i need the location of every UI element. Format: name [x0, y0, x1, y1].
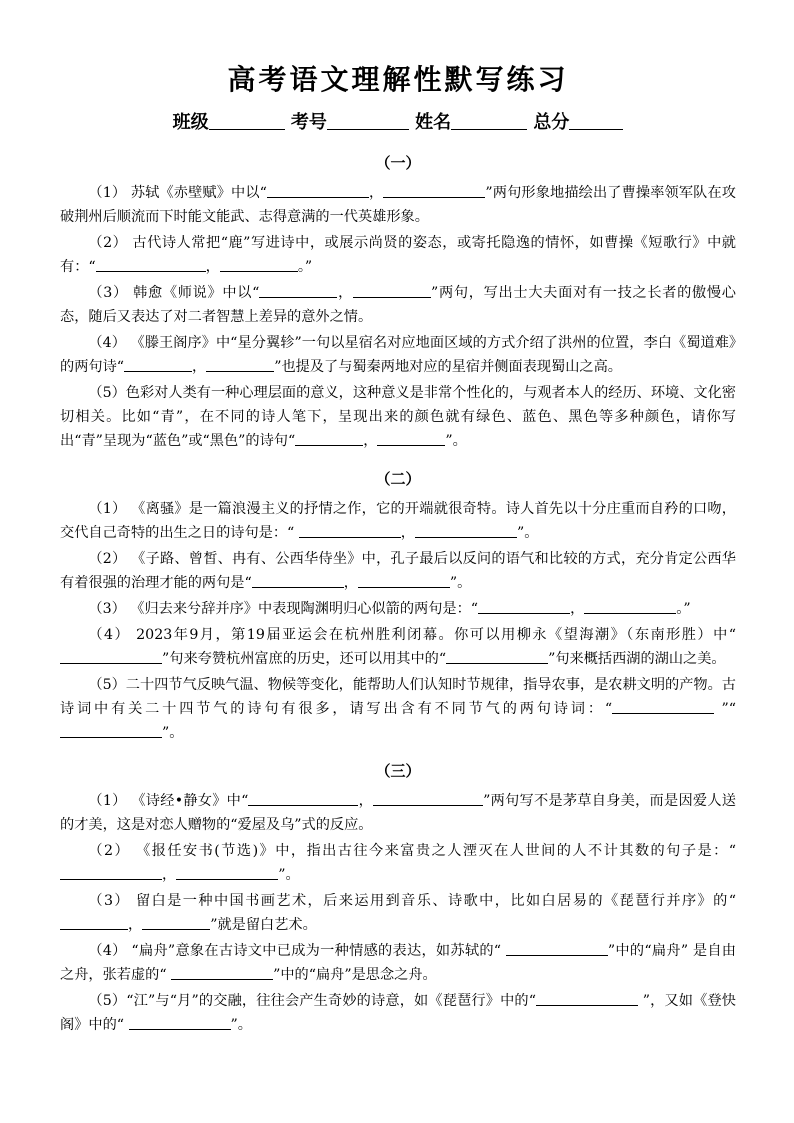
question-text: ， — [358, 793, 374, 809]
answer-blank — [584, 599, 676, 614]
section-heading-2: （二） — [375, 470, 421, 488]
answer-blank — [446, 649, 548, 664]
question-item — [60, 789, 736, 837]
worksheet-page — [60, 62, 736, 1039]
answer-blank — [377, 431, 445, 446]
answer-blank — [299, 523, 401, 538]
question-item — [60, 381, 736, 453]
question-text: ”。 — [162, 725, 184, 741]
question-text: ”中的“扁舟”是思念之舟。 — [273, 967, 437, 983]
question-item — [60, 623, 736, 671]
name-blank — [451, 111, 527, 130]
question-text: ， — [162, 867, 177, 883]
answer-blank — [353, 283, 431, 298]
question-text: ”两句写不是茅草自身美，而是因爱人送的才美，这是对恋人赠物的“爱屋及乌”式的反应。 — [60, 793, 736, 833]
student-info-line — [60, 110, 736, 136]
answer-blank — [129, 1015, 231, 1030]
answer-blank — [506, 941, 608, 956]
question-item — [60, 839, 736, 887]
question-text: ”中的“扁舟” 是自由之舟，张若虚的“ — [60, 943, 736, 983]
question-item — [60, 939, 736, 987]
answer-blank — [612, 699, 714, 714]
class-blank — [209, 111, 285, 130]
question-text: ”。 — [516, 525, 539, 541]
question-text: ， — [363, 433, 378, 449]
question-text: （1） 《诗经•静女》中“ — [88, 793, 249, 809]
section-heading-3: （三） — [375, 762, 421, 780]
question-text: ， — [192, 359, 207, 375]
question-text: ， — [400, 525, 415, 541]
question-text: ”两句，写出士大夫面对有一技之长者的傲慢心态，随后又表达了对二者智慧上差异的意外之情。 — [60, 285, 736, 325]
question-text: ”。 — [445, 433, 467, 449]
question-text: （2） 《子路、曾皙、冉有、公西华侍坐》中，孔子最后以反问的语气和比较的方式，充分肯定公西华有着很强的治理才能的两句是“ — [60, 551, 736, 591]
question-text: （4） 《滕王阁序》中“星分翼轸”一句以星宿名对应地面区域的方式介绍了洪州的位置，李白《蜀道难》的两句诗“ — [60, 335, 736, 375]
answer-blank — [248, 791, 358, 806]
question-text: ， — [570, 601, 585, 617]
question-item — [60, 497, 736, 545]
question-text: ”两句形象地描绘出了曹操率领军队在攻破荆州后顺流而下时能文能武、志得意满的一代英雄形象。 — [60, 185, 736, 225]
question-text: （5）“江”与“月”的交融，往往会产生奇妙的诗意，如《琵琶行》中的“ — [88, 993, 537, 1009]
question-text: （5）色彩对人类有一种心理层面的意义，这种意义是非常个性化的，与观者本人的经历、环境、文化密切相关。比如“青”，在不同的诗人笔下，呈现出来的颜色就有绿色、蓝色、黑色等多种颜色，请你写出“青”呈现为“蓝色”或“黑色”的诗句“ — [60, 385, 736, 449]
exam-number-label: 考号 — [290, 112, 327, 133]
question-item — [60, 889, 736, 937]
question-text: （5）二十四节气反映气温、物候等变化，能帮助人们认知时节规律，指导农事，是农耕文明的产物。古诗词中有关二十四节气的诗句有很多，请写出含有不同节气的两句诗词：“ — [60, 677, 736, 717]
question-text: ”句来夸赞杭州富庶的历史，还可以用其中的“ — [162, 651, 447, 667]
question-text: （3） 留白是一种中国书画艺术，后来运用到音乐、诗歌中，比如白居易的《琵琶行并序》的“ — [88, 893, 736, 909]
question-text: ， — [128, 917, 143, 933]
question-text: （1） 苏轼《赤壁赋》中以“ — [88, 185, 267, 201]
page-title: 高考语文理解性默写练习 — [227, 63, 569, 96]
question-text: ”，又如《登快阁》中的“ — [60, 993, 736, 1033]
answer-blank — [267, 183, 369, 198]
answer-blank — [220, 257, 298, 272]
question-text: （3） 韩愈《师说》中以“ — [88, 285, 260, 301]
question-item — [60, 597, 736, 621]
question-item — [60, 673, 736, 745]
answer-blank — [60, 723, 162, 738]
question-item — [60, 989, 736, 1037]
question-text: 。” — [297, 259, 313, 275]
question-text: ”。 — [230, 1017, 252, 1033]
question-text: ， — [337, 285, 354, 301]
section-heading-1: （一） — [375, 154, 421, 172]
question-text: （3） 《归去来兮辞并序》中表现陶渊明归心似箭的两句是：“ — [88, 601, 479, 617]
answer-blank — [60, 649, 162, 664]
question-text: ， — [368, 185, 384, 201]
answer-blank — [60, 865, 162, 880]
question-text: ”。 — [449, 575, 472, 591]
question-item — [60, 281, 736, 329]
question-text: ， — [343, 575, 358, 591]
question-item — [60, 231, 736, 279]
answer-blank — [478, 599, 570, 614]
name-label: 姓名 — [415, 112, 452, 133]
question-text: （1） 《离骚》是一篇浪漫主义的抒情之作，它的开端就很奇特。诗人首先以十分庄重而自矜的口吻，交代自己奇特的出生之日的诗句是：“ — [60, 501, 736, 541]
question-text: ， — [205, 259, 220, 275]
question-text: ”。 — [278, 867, 300, 883]
question-text: ”也提及了与蜀秦两地对应的星宿并侧面表现蜀山之高。 — [274, 359, 622, 375]
answer-blank — [171, 965, 273, 980]
question-text: ”“ — [714, 701, 736, 717]
question-text: 。” — [676, 601, 691, 617]
answer-blank — [252, 573, 344, 588]
exam-number-blank — [327, 111, 409, 130]
answer-blank — [415, 523, 517, 538]
answer-blank — [358, 573, 450, 588]
answer-blank — [536, 991, 638, 1006]
question-item — [60, 331, 736, 379]
score-label: 总分 — [533, 112, 570, 133]
answer-blank — [60, 915, 128, 930]
answer-blank — [96, 257, 206, 272]
question-text: （2） 《报任安书(节选)》中，指出古往今来富贵之人湮灭在人世间的人不计其数的句子是：“ — [88, 843, 736, 859]
answer-blank — [373, 791, 483, 806]
question-item — [60, 547, 736, 595]
score-blank — [569, 111, 623, 130]
question-text: （2） 古代诗人常把“鹿”写进诗中，或展示尚贤的姿态，或寄托隐逸的情怀，如曹操《短歌行》中就有：“ — [60, 235, 736, 275]
answer-blank — [383, 183, 485, 198]
answer-blank — [124, 357, 192, 372]
answer-blank — [142, 915, 210, 930]
answer-blank — [259, 283, 337, 298]
question-item — [60, 181, 736, 229]
question-text: （4） “扁舟”意象在古诗文中已成为一种情感的表达，如苏轼的“ — [88, 943, 506, 959]
answer-blank — [176, 865, 278, 880]
answer-blank — [206, 357, 274, 372]
class-label: 班级 — [172, 112, 209, 133]
question-text: ”就是留白艺术。 — [210, 917, 317, 933]
question-text: ”句来概括西湖的湖山之美。 — [548, 651, 726, 667]
question-text: （4） 2023年9月，第19届亚运会在杭州胜利闭幕。你可以用柳永《望海潮》（东南形胜）中“ — [88, 627, 736, 643]
answer-blank — [295, 431, 363, 446]
